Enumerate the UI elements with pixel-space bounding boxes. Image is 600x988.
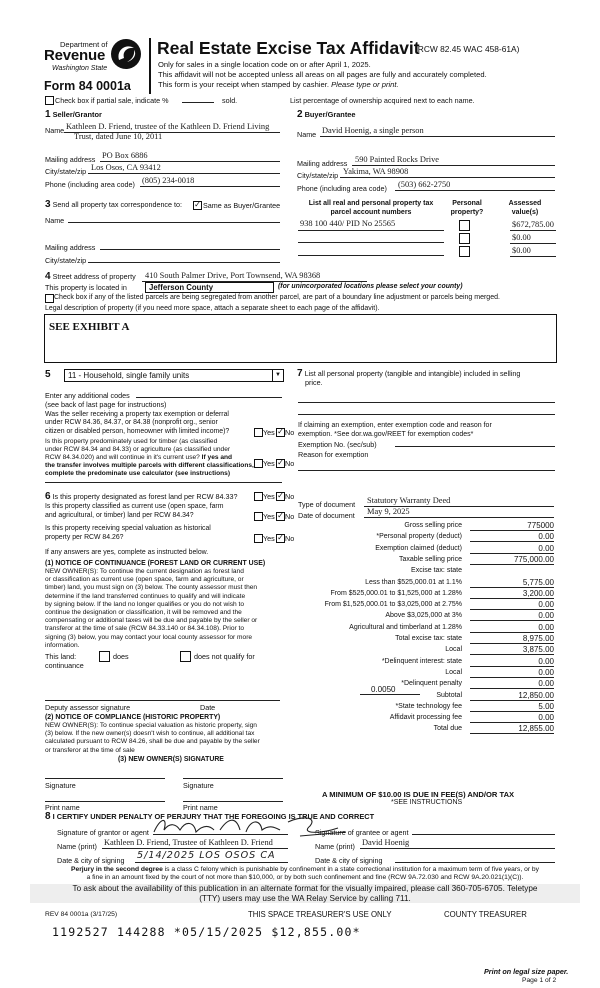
tax-row-label: Less than $525,000.01 at 1.1% [365,578,462,586]
perjury-notice: Perjury in the second degree is a class C felony which is punishable by confinement in a state correctional institution for a maximum term of five years, or by a fine in an amount fixed by the court of not more than $10,000, or by both such confinement and fine (RCW 9A.72.030 and RCW 9A.20.021(1)(C)). [71,866,539,882]
s6-q1: 6 Is this property designated as forest land per RCW 84.33? [45,491,238,502]
tax-row-line [470,643,554,644]
header-line3 [158,80,399,89]
buyer-city-label: City/state/zip [297,171,339,180]
s6-q3-no-checkbox[interactable]: ✓ [277,533,284,542]
dor-logo [44,38,144,84]
doc-date-label: Date of document [298,511,355,520]
buyer-name-field[interactable]: David Hoenig, a single person [322,126,424,135]
s6-q2: Is this property classified as current use (open space, farm and agricultural, or timber) land per RCW 84.34? [45,503,224,519]
section1-heading [45,109,102,120]
tax-row-value[interactable]: 0.00 [538,622,554,632]
s3-name-field[interactable] [68,222,280,223]
tax-row-value[interactable]: 8,975.00 [522,634,554,643]
seller-mailing-label: Mailing address [45,155,96,164]
tax-row-label: *Delinquent interest: state [381,657,462,665]
seller-mailing-field[interactable]: PO Box 6886 [102,151,148,160]
section1-number: 1 [45,109,51,120]
s3-city-label: City/state/zip [45,256,87,265]
tax-row-label: Total excise tax: state [395,635,462,642]
additional-codes-label: Enter any additional codes [45,391,130,400]
revision-label: REV 84 0001a (3/17/25) [45,911,118,918]
section2-heading [297,109,356,120]
form-rcw: (RCW 82.45 WAC 458-61A) [415,44,520,54]
s5-q1-no-checkbox[interactable]: ✓ [277,427,284,436]
tax-row-value[interactable]: 12,850.00 [518,690,554,700]
buyer-mailing-label: Mailing address [297,159,348,168]
same-as-buyer-checkbox[interactable]: ✓ [194,200,201,209]
land-does-not-checkbox[interactable] [180,651,191,662]
grantee-date-label: Date & city of signing [315,856,383,865]
tax-row-line [470,598,554,599]
tax-row-label: Subtotal [436,691,462,699]
tax-row-value[interactable]: 5,775.00 [522,577,554,587]
header-line3a: This form is your receipt when stamped by cashier. [158,80,329,89]
grantee-name-label: Name (print) [315,842,355,851]
section2-number: 2 [297,109,303,120]
seller-phone-field[interactable]: (805) 234-0018 [142,176,195,185]
s3-city-field[interactable] [88,262,280,263]
personal-property-checkbox-2[interactable] [459,233,470,244]
tax-row-line [470,654,554,655]
tax-row-line [470,733,554,734]
treasurer-stamp: 1192527 144288 *05/15/2025 $12,855.00* [52,925,361,939]
s5-q2-yes-checkbox[interactable] [254,459,263,468]
see-instructions: *SEE INSTRUCTIONS [391,799,463,806]
s6-if-yes: If any answers are yes, complete as instructed below. [45,549,209,556]
street-label: Street address of property [52,272,136,281]
county-treasurer-label: COUNTY TREASURER [444,910,527,919]
tax-row-value[interactable]: 3,875.00 [522,645,554,655]
assessed-value-2[interactable]: $0.00 [512,233,531,242]
seller-name-label: Name [45,126,65,135]
header-divider [149,38,151,94]
section6-number: 6 [45,491,51,502]
parcel-number-field[interactable]: 938 100 440/ PID No 25565 [300,219,396,228]
tax-row-line [470,564,554,565]
buyer-city-field[interactable]: Yakima, WA 98908 [343,167,409,176]
seller-name-line2[interactable]: Trust, dated June 10, 2011 [74,132,163,141]
exemption-reason-label: Reason for exemption [298,450,369,459]
personal-property-checkbox-3[interactable] [459,246,470,257]
tax-row-line [470,530,554,531]
tax-row-value[interactable]: 775,000.00 [513,554,554,564]
tax-row-value[interactable]: 0.00 [538,679,554,689]
tax-row-value[interactable]: 0.00 [538,611,554,621]
personal-col-header: Personal property? [450,200,484,216]
treasurer-use-label: THIS SPACE TREASURER'S USE ONLY [248,910,392,919]
section8-heading: 8 I CERTIFY UNDER PENALTY OF PERJURY THAT THE FOREGOING IS TRUE AND CORRECT [45,811,375,822]
tax-row-line [470,609,554,610]
tax-row-line [470,632,554,633]
logo-word: Revenue [44,47,106,64]
section3-label: Send all property tax correspondence to: [52,200,183,209]
s3-name-label: Name [45,216,65,225]
county-label: This property is located in [45,283,127,292]
tax-row-value[interactable]: 3,200.00 [522,588,554,598]
logo-line1: Department of [60,40,108,49]
tax-row-label: *Personal property (deduct) [376,533,462,541]
tax-row-line [470,688,554,689]
tax-row-line [470,677,554,678]
exemption-note: If claiming an exemption, enter exemption code and reason for exemption. *See dor.wa.gov/REET for exemption codes* [298,422,492,438]
seller-phone-label: Phone (including area code) [45,180,135,189]
section3-heading [45,199,182,210]
tax-row-value[interactable]: 0.00 [538,600,554,610]
grantee-signature-field[interactable] [412,834,555,835]
tax-row-label: Above $3,025,000 at 3% [385,612,462,620]
section4-number: 4 [45,271,51,282]
minimum-note: A MINIMUM OF $10.00 IS DUE IN FEE(S) AND/OR TAX [322,790,515,799]
tax-row-value[interactable]: 0.00 [538,532,554,542]
s6-q2-no-checkbox[interactable]: ✓ [277,511,284,520]
tax-row-label: Taxable selling price [398,555,462,563]
notice2-title: (2) NOTICE OF COMPLIANCE (HISTORIC PROPERTY) [45,714,221,721]
tax-row-value[interactable]: 0.00 [538,667,554,677]
notice2-text: NEW OWNER(S): To continue special valuation as historic property, sign (3) below. If the new owner(s) doesn't wish to continue, all additional tax calculated pursuant to RCW 84.26, shall be due and payable by the seller or transferor at the time of sale [45,722,260,754]
section7-heading: 7 List all personal property (tangible and intangible) included in selling price. [297,368,521,387]
tax-row-line [470,553,554,554]
legal-description-box[interactable] [44,314,557,363]
buyer-phone-label: Phone (including area code) [297,184,387,193]
ownership-note: List percentage of ownership acquired next to each name. [290,96,475,105]
tax-row-label: From $525,000.01 to $1,525,000 at 1.28% [330,589,462,597]
exemption-no-label: Exemption No. (sec/sub) [298,440,377,449]
continuance-label: continuance [45,661,84,670]
form-title: Real Estate Excise Tax Affidavit [157,38,420,58]
parcel-col-header: List all real and personal property tax parcel account numbers [308,200,434,216]
grantor-date-label: Date & city of signing [57,856,125,865]
tax-row-value[interactable]: 0.00 [538,713,554,723]
s5-q1-yes-checkbox[interactable] [254,428,263,437]
notice1-text: NEW OWNER(S): To continue the current designation as forest land or classification as current use (open space, farm and agriculture, or timber) land, you must sign on (3) below. The county assessor must then determine if the land transferred continues to qualify and will indicate by signing below. If the land no longer qualifies or you do not wish to continue the designation or classification, it will be removed and the compensating or additional taxes will be due and payable by the seller or transferor at the time of sale (RCW 84.33.140 or 84.34.108). Prior to signing (3) below, you may contact your local county assessor for more information. [45,568,258,649]
tax-row-value[interactable]: 775000 [527,521,554,530]
doc-type-field[interactable]: Statutory Warranty Deed [367,496,451,505]
buyer-name-label: Name [297,130,317,139]
owner-print-label-2: Print name [183,803,218,812]
tax-row-label: Exemption claimed (deduct) [375,544,462,552]
header-line2: This affidavit will not be accepted unless all areas on all pages are fully and accurately completed. [158,70,487,79]
tax-row-label: Local [445,668,462,676]
seller-name-line1[interactable]: Kathleen D. Friend, trustee of the Kathleen D. Friend Living [66,122,270,131]
tax-row-label: Total due [433,725,462,733]
s3-mailing-label: Mailing address [45,243,96,252]
tax-row-line [470,700,554,701]
partial-sold-label: sold. [222,96,238,105]
tax-row-value[interactable]: 12,855.00 [518,724,554,734]
buyer-mailing-field[interactable]: 590 Painted Rocks Drive [355,155,439,164]
section7-number: 7 [297,368,303,379]
tax-row-label: *Delinquent penalty [401,680,462,688]
section1-title: Seller/Grantor [52,110,102,119]
tax-row-label: Agricultural and timberland at 1.28% [349,623,462,631]
grantor-name-field[interactable]: Kathleen D. Friend, Trustee of Kathleen D. Friend [104,838,273,847]
land-does-checkbox[interactable] [99,651,110,662]
assessed-col-header: Assessed value(s) [508,200,542,216]
tax-row-line [470,587,554,588]
section5-number: 5 [45,369,51,380]
tax-row-label: Gross selling price [404,522,462,529]
dor-swirl-icon [110,38,142,70]
section3-number: 3 [45,199,51,210]
s6-q1-no-checkbox[interactable]: ✓ [277,491,284,500]
owner-signature-label-1: Signature [45,781,76,790]
assessed-value-3[interactable]: $0.00 [512,246,531,255]
grantor-date-field[interactable]: 5/14/2025 LOS OSOS CA [137,850,276,861]
header-line1: Only for sales in a single location code on or after April 1, 2025. [158,60,371,69]
s6-q3-yes-checkbox[interactable] [254,534,263,543]
tax-row-line [470,711,554,712]
s6-q3: Is this property receiving special valuation as historical property per RCW 84.26? [45,525,211,541]
tax-row-value[interactable]: 5.00 [538,701,554,711]
codes-note: (see back of last page for instructions) [45,400,167,409]
owner-signature-label-2: Signature [183,781,214,790]
tax-row-label: Local [445,646,462,654]
tax-row-label: Excise tax: state [411,567,462,575]
doc-date-field[interactable]: May 9, 2025 [367,507,410,516]
grantee-name-field[interactable]: David Hoenig [362,838,410,847]
chevron-down-icon[interactable]: ▼ [272,370,283,381]
county-note: (for unincorporated locations please select your county) [278,283,463,290]
partial-sale-label: Check box if partial sale, indicate % [55,96,169,105]
section8-number: 8 [45,811,51,822]
header-line3b: Please type or print. [331,80,399,89]
owner-print-label-1: Print name [45,803,80,812]
local-rate-field[interactable]: 0.0050 [371,685,396,694]
grantee-signature-label: Signature of grantee or agent [315,828,409,837]
tax-row-line [470,620,554,621]
same-as-buyer-label: Same as Buyer/Grantee [203,201,281,210]
assessed-value-1[interactable]: $672,785.00 [512,220,554,229]
tax-row-label: *State technology fee [395,702,462,710]
tax-row-line [470,541,554,542]
exemption-no-field[interactable] [395,446,555,447]
partial-percent-field[interactable] [182,102,214,103]
segregated-label: Check box if any of the listed parcels are being segregated from another parcel, are part of a boundary line adjustment or parcels being merged. [54,294,500,301]
grantee-date-field[interactable] [395,862,555,863]
s5-q2: Is this property predominately used for timber (as classified under RCW 84.34 and 84.33) or agriculture (as classified under RCW 84.34.020) and will continue in it's current use? If yes and the transfer involves multiple parcels with different classifications, complete the predominate use calculator (see instructions) [45,438,254,478]
legal-desc-label: Legal description of property (if you need more space, attach a separate sheet to each page of the affidavit). [45,305,380,312]
deputy-signature-label: Deputy assessor signature [45,703,131,712]
personal-property-checkbox-1[interactable] [459,220,470,231]
s5-q1: Was the seller receiving a property tax exemption or deferral under RCW 84.36, 84.37, or 84.38 (nonprofit org., senior citizen or disabled person, homeowner with limited income)? [45,411,230,435]
notice1-title: (1) NOTICE OF CONTINUANCE (FOREST LAND OR CURRENT USE) [45,560,266,567]
buyer-phone-field[interactable]: (503) 662-2750 [398,180,451,189]
section2-title: Buyer/Grantee [304,110,356,119]
county-select[interactable]: Jefferson County [145,282,274,293]
legal-paper-note: Print on legal size paper. [484,967,569,976]
grantor-signature-label: Signature of grantor or agent [57,828,149,837]
tax-row-line [470,666,554,667]
grantor-name-label: Name (print) [57,842,97,851]
exemption-reason-field[interactable] [298,470,555,471]
this-land-label: This land: [45,652,77,661]
legal-description-text: SEE EXHIBIT A [49,321,130,333]
land-use-select[interactable] [64,369,284,382]
page-number: Page 1 of 2 [522,977,557,984]
accessibility-notice: To ask about the availability of this publication in an alternate format for the visually impaired, please call 360-705-6705. Teletype (TTY) users may use the WA Relay Service by calling 711. [30,884,580,903]
seller-city-label: City/state/zip [45,167,87,176]
new-owner-title: (3) NEW OWNER(S) SIGNATURE [118,756,224,763]
partial-sale-checkbox[interactable] [45,96,54,105]
doc-type-label: Type of document [298,500,356,509]
deputy-date-label: Date [200,703,216,712]
s3-mailing-field[interactable] [100,249,280,250]
seller-city-field[interactable]: Los Osos, CA 93412 [91,163,161,172]
tax-row-value[interactable]: 0.00 [538,656,554,666]
s5-q2-no-checkbox[interactable]: ✓ [277,458,284,467]
tax-row-label: From $1,525,000.01 to $3,025,000 at 2.75% [324,601,462,609]
tax-row-label: Affidavit processing fee [389,714,462,722]
tax-row-value[interactable]: 0.00 [538,543,554,553]
s6-q1-yes-checkbox[interactable] [254,492,263,501]
land-use-value: 11 - Household, single family units [68,371,190,380]
additional-codes-field[interactable] [136,397,282,398]
street-address-field[interactable]: 410 South Palmer Drive, Port Townsend, WA 98368 [145,271,321,280]
s6-q2-yes-checkbox[interactable] [254,512,263,521]
logo-line3: Washington State [52,65,108,72]
section4-street-row [45,271,136,282]
tax-row-line [470,722,554,723]
segregated-checkbox[interactable] [45,294,54,303]
form-number: Form 84 0001a [44,79,131,93]
